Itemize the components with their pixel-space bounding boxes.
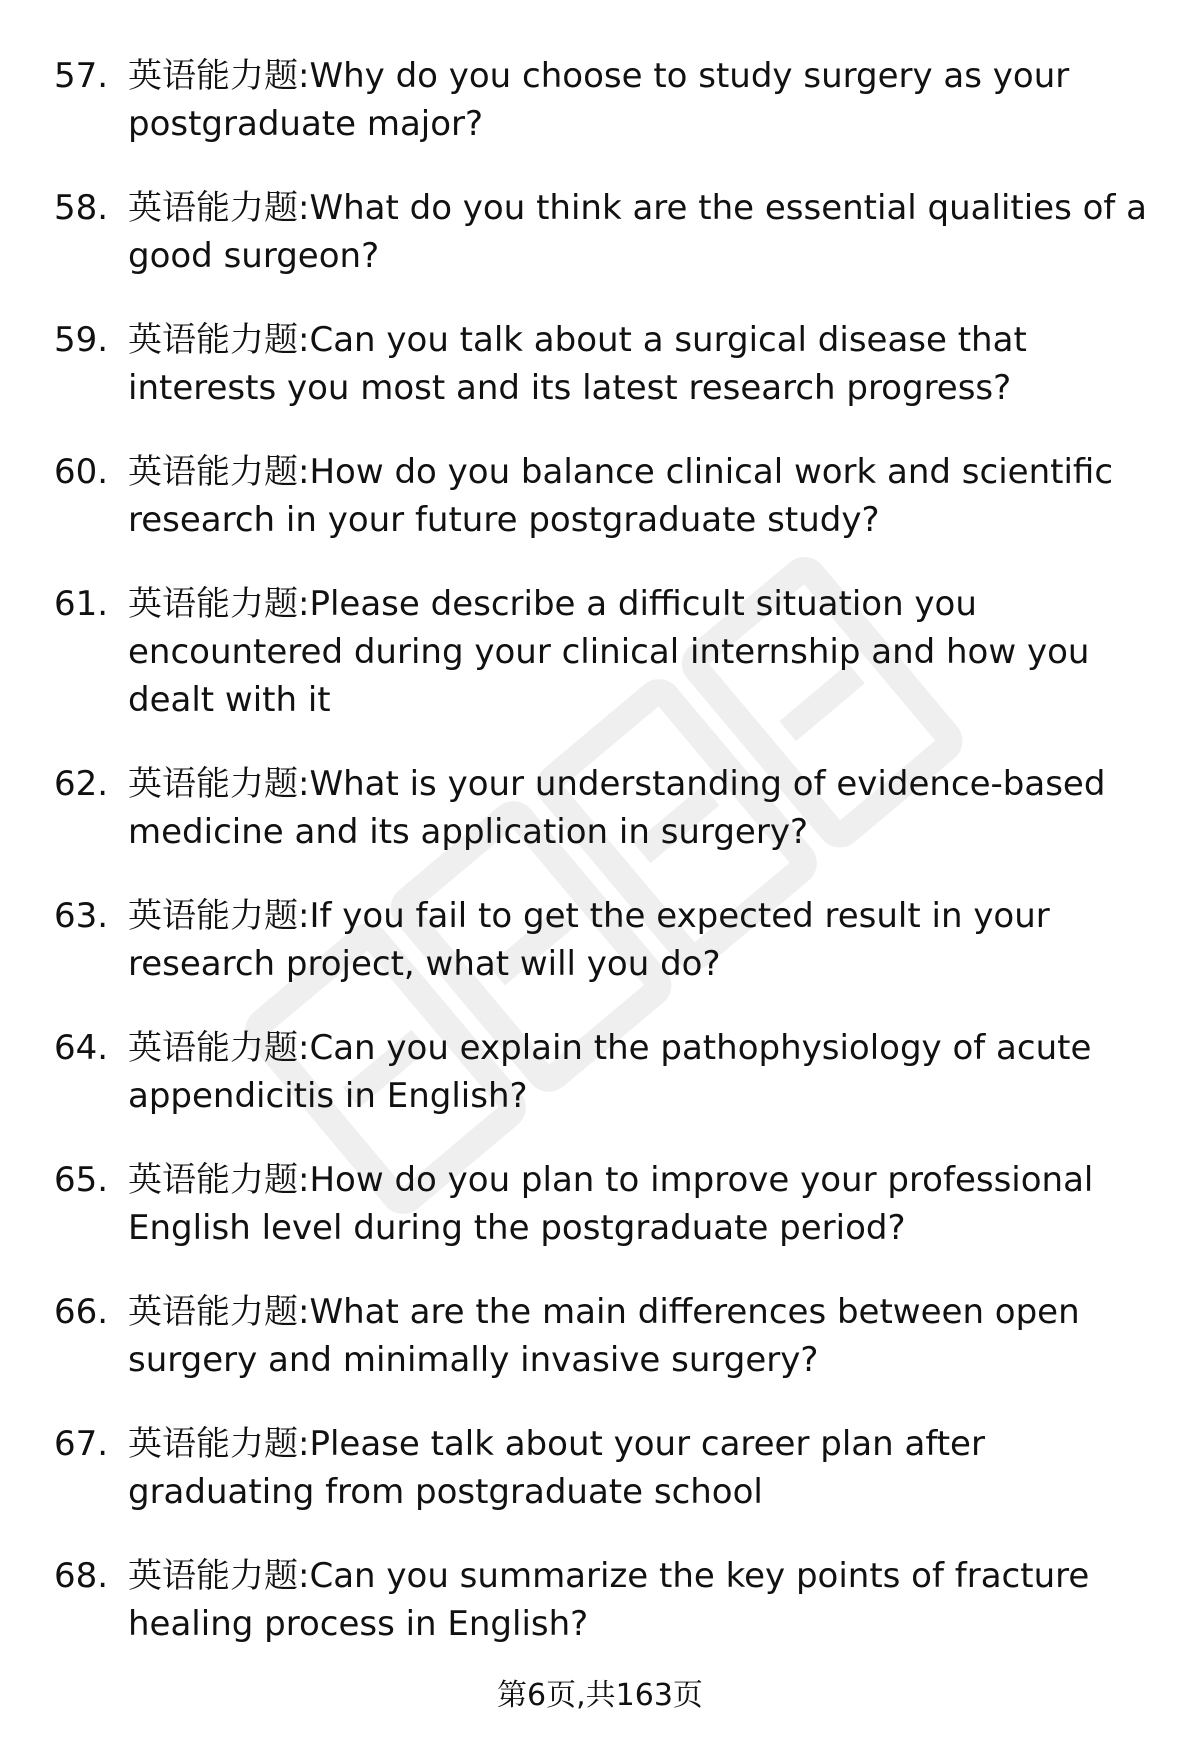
label-separator: : <box>298 1028 310 1068</box>
label-separator: : <box>298 896 310 936</box>
question-body <box>128 52 1168 148</box>
question-label: 英语能力题 <box>128 1160 298 1200</box>
question-text: Why do you choose to study surgery as your postgraduate major? <box>128 56 1070 144</box>
question-number: 64. <box>54 1028 109 1068</box>
question-number: 57. <box>54 56 109 96</box>
question-body <box>128 580 1168 724</box>
question-text: Please talk about your career plan after graduating from postgraduate school <box>128 1424 985 1512</box>
question-number: 62. <box>54 764 109 804</box>
label-separator: : <box>298 584 310 624</box>
label-separator: : <box>298 1160 310 1200</box>
question-number: 68. <box>54 1556 109 1596</box>
question-body <box>128 316 1168 412</box>
question-body <box>128 1288 1168 1384</box>
question-label: 英语能力题 <box>128 1292 298 1332</box>
question-text: How do you plan to improve your professional English level during the postgraduate period? <box>128 1160 1094 1248</box>
question-text: If you fail to get the expected result in your research project, what will you do? <box>128 896 1050 984</box>
question-label: 英语能力题 <box>128 1424 298 1464</box>
question-text: Can you explain the pathophysiology of acute appendicitis in English? <box>128 1028 1092 1116</box>
label-separator: : <box>298 1292 310 1332</box>
question-text: Please describe a difficult situation you encountered during your clinical internship and how you dealt with it <box>128 584 1090 720</box>
question-number: 63. <box>54 896 109 936</box>
label-separator: : <box>298 188 310 228</box>
question-label: 英语能力题 <box>128 1028 298 1068</box>
question-label: 英语能力题 <box>128 584 298 624</box>
question-body <box>128 760 1168 856</box>
label-separator: : <box>298 764 310 804</box>
question-number: 58. <box>54 188 109 228</box>
question-text: What is your understanding of evidence-based medicine and its application in surgery? <box>128 764 1106 852</box>
question-body <box>128 1156 1168 1252</box>
question-label: 英语能力题 <box>128 320 298 360</box>
question-number: 59. <box>54 320 109 360</box>
label-separator: : <box>298 1424 310 1464</box>
question-body <box>128 1024 1168 1120</box>
question-text: What do you think are the essential qualities of a good surgeon? <box>128 188 1148 276</box>
question-body <box>128 1420 1168 1516</box>
question-body <box>128 892 1168 988</box>
question-number: 60. <box>54 452 109 492</box>
question-label: 英语能力题 <box>128 452 298 492</box>
label-separator: : <box>298 56 310 96</box>
label-separator: : <box>298 452 310 492</box>
question-number: 66. <box>54 1292 109 1332</box>
question-number: 65. <box>54 1160 109 1200</box>
question-text: What are the main differences between open surgery and minimally invasive surgery? <box>128 1292 1080 1380</box>
question-body <box>128 448 1168 544</box>
question-number: 61. <box>54 584 109 624</box>
question-label: 英语能力题 <box>128 188 298 228</box>
page-footer: 第6页,共163页 <box>497 1678 703 1713</box>
question-label: 英语能力题 <box>128 896 298 936</box>
question-text: How do you balance clinical work and scientific research in your future postgraduate study? <box>128 452 1114 540</box>
question-text: Can you talk about a surgical disease that interests you most and its latest research progress? <box>128 320 1027 408</box>
label-separator: : <box>298 1556 310 1596</box>
question-body <box>128 1552 1168 1648</box>
question-label: 英语能力题 <box>128 764 298 804</box>
question-number: 67. <box>54 1424 109 1464</box>
question-text: Can you summarize the key points of fracture healing process in English? <box>128 1556 1090 1644</box>
question-label: 英语能力题 <box>128 1556 298 1596</box>
label-separator: : <box>298 320 310 360</box>
question-body <box>128 184 1168 280</box>
question-label: 英语能力题 <box>128 56 298 96</box>
